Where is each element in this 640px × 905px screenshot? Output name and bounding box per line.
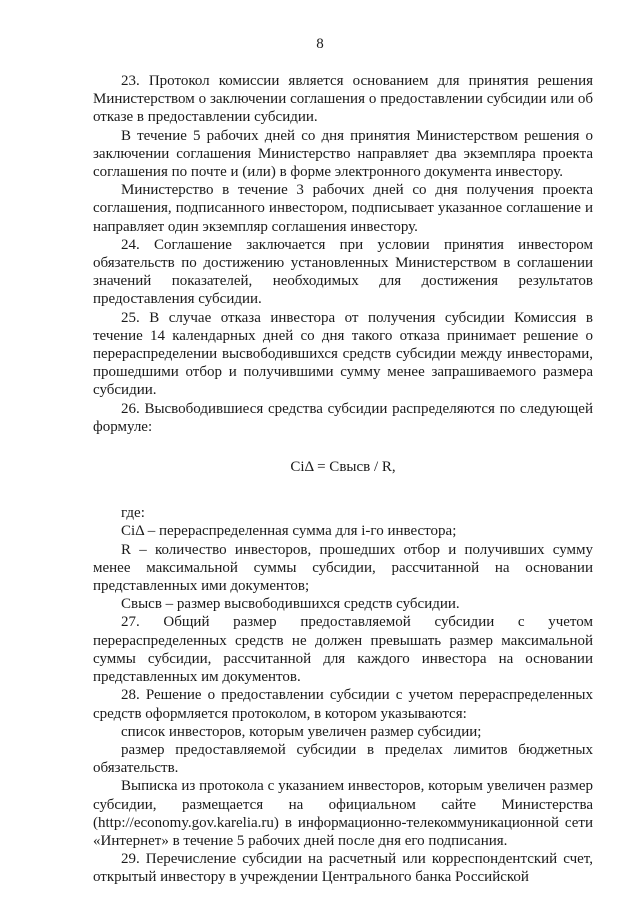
- paragraph-ministry-signing: Министерство в течение 3 рабочих дней со дня получения проекта соглашения, подписанного инвестором, подписывает указанное соглашение и направляет один экземпляр соглашения инвестору.: [93, 182, 593, 235]
- list-item-subsidy-size: размер предоставляемой субсидии в пределах лимитов бюджетных обязательств.: [93, 741, 593, 777]
- definition-svysv: Свысв – размер высвободившихся средств субсидии.: [121, 596, 460, 613]
- formula: CiΔ = Свысв / R,: [290, 459, 396, 476]
- paragraph-27: 27. Общий размер предоставляемой субсидии с учетом перераспределенных средств не должен превышать размер максимальной суммы субсидии, рассчитанной для каждого инвестора на основании представленных им документов.: [93, 614, 593, 686]
- definition-cid: CiΔ – перераспределенная сумма для i-го инвестора;: [121, 523, 457, 540]
- page-number: 8: [316, 36, 324, 52]
- document-body: [93, 72, 593, 887]
- where-label: где:: [121, 505, 145, 522]
- paragraph-extract-publication: Выписка из протокола с указанием инвесторов, которым увеличен размер субсидии, размещается на официальном сайте Министерства (http://economy.gov.karelia.ru) в информационно-телекоммуникационной сети «Интернет» в течение 5 рабочих дней после дня его подписания.: [93, 778, 593, 849]
- paragraph-24: 24. Соглашение заключается при условии принятия инвестором обязательств по достижению установленных Министерством в соглашении значений показателей, необходимых для достижения результатов предоставления субсидии.: [93, 236, 593, 308]
- list-item-investors: список инвесторов, которым увеличен размер субсидии;: [121, 723, 482, 740]
- paragraph-23: 23. Протокол комиссии является основанием для принятия решения Министерством о заключении соглашения о предоставлении субсидии или об отказе в предоставлении субсидии.: [93, 73, 593, 126]
- paragraph-25: 25. В случае отказа инвестора от получения субсидии Комиссия в течение 14 календарных дней со дня такого отказа принимает решение о перераспределении высвободившихся средств субсидии между инвесторами, прошедшими отбор и получившими сумму менее запрашиваемого размера субсидии.: [93, 309, 593, 399]
- paragraph-28: 28. Решение о предоставлении субсидии с учетом перераспределенных средств оформляется протоколом, в котором указываются:: [93, 687, 593, 722]
- definition-r: R – количество инвесторов, прошедших отбор и получивших сумму менее максимальной суммы субсидии, рассчитанной на основании представленных ими документов;: [93, 541, 593, 595]
- paragraph-26: 26. Высвободившиеся средства субсидии распределяются по следующей формуле:: [93, 400, 593, 435]
- paragraph-contract-deadline: В течение 5 рабочих дней со дня принятия Министерством решения о заключении соглашения Министерство направляет два экземпляра проекта соглашения по почте и (или) в форме электронного документа инвестору.: [93, 127, 593, 181]
- paragraph-29: 29. Перечисление субсидии на расчетный или корреспондентский счет, открытый инвестору в учреждении Центрального банка Российской: [93, 851, 593, 886]
